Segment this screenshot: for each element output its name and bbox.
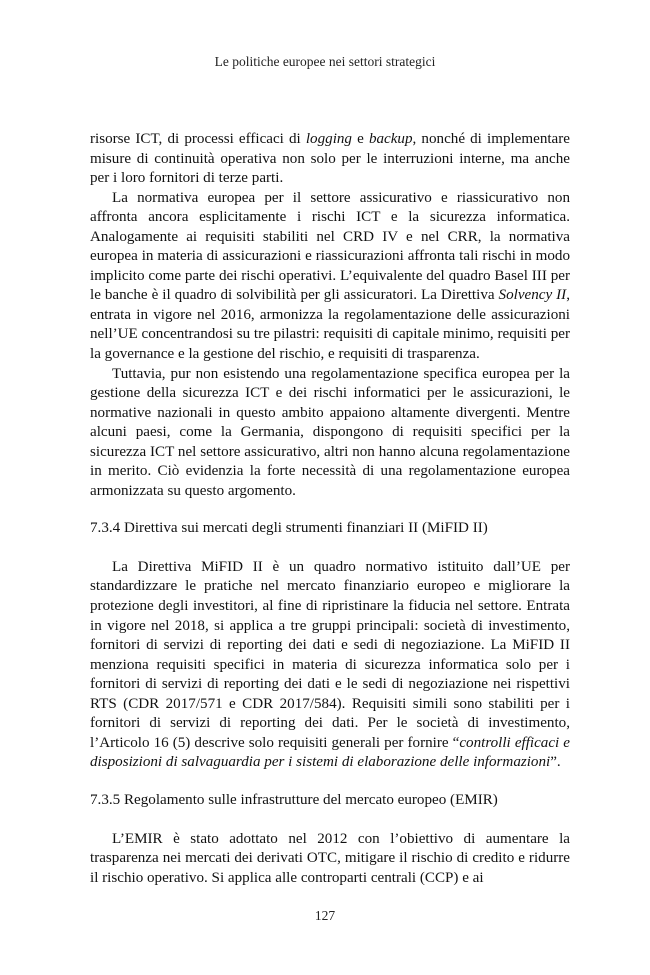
text-run: risorse ICT, di processi efficaci di: [90, 131, 306, 147]
italic-term: logging: [305, 131, 352, 147]
text-run: La normativa europea per il settore assicurativo e riassicurativo non affronta ancora esplicitamente i rischi ICT e la sicurezza informatica. Analogamente ai requisiti stabiliti nel CRD IV e nel CRR, la normativa europea in materia di assicurazioni e riassicurazioni affronta tali rischi in modo implicito come parte dei rischi operativi. L’equivalente del quadro Basel III per le banche è il quadro di solvibilità per gli assicuratori. La Direttiva: [90, 189, 570, 304]
text-run: La Direttiva MiFID II è un quadro normativo istituito dall’UE per standardizzare le pratiche nel mercato finanziario europeo e migliorare la protezione degli investitori, al fine di ripristinare la fiducia nel settore. Entrata in vigore nel 2018, si applica a tre gruppi principali: società di investimento, fornitori di servizi di reporting dei dati e sedi di negoziazione. La MiFID II menziona requisiti specifici in materia di sicurezza informatica solo per i fornitori di servizi di reporting dei dati e le sedi di negoziazione nei rispettivi RTS (CDR 2017/571 e CDR 2017/584). Requisiti simili sono stabiliti per i fornitori di servizi di reporting dei dati. Per le società di investimento, l’Articolo 16 (5) descrive solo requisiti generali per fornire “: [90, 558, 570, 751]
page-number: 127: [314, 908, 336, 923]
paragraph: [90, 189, 570, 365]
paragraph: L’EMIR è stato adottato nel 2012 con l’obiettivo di aumentare la trasparenza nei mercati dei derivati OTC, mitigare il rischio di credito e ridurre il rischio operativo. Si applica alle controparti centrali (CCP) e ai: [90, 830, 570, 886]
running-title: Le politiche europee nei settori strategici: [214, 54, 436, 69]
body-text: [90, 130, 570, 888]
paragraph: [90, 558, 570, 773]
text-run: , entrata in vigore nel 2016, armonizza la regolamentazione delle assicurazioni nell’UE concentrandosi su tre pilastri: requisiti di capitale minimo, requisiti per la governance e la gestione del rischio, e requisiti di trasparenza.: [90, 287, 570, 363]
italic-term: backup: [368, 131, 413, 147]
paragraph: [90, 130, 570, 189]
text-run: , nonché di implementare misure di continuità operativa non solo per le interruzioni interne, ma anche per i loro fornitori di terze parti.: [90, 131, 570, 187]
italic-term: Solvency II: [498, 287, 567, 304]
text-run: ”.: [550, 754, 561, 771]
text-run: e: [351, 131, 369, 147]
paragraph: Tuttavia, pur non esistendo una regolamentazione specifica europea per la gestione della sicurezza ICT e dei rischi informatici per le assicurazioni, le normative nazionali in questo ambito appaiono altamente divergenti. Mentre alcuni paesi, come la Germania, dispongono di requisiti specifici per la sicurezza ICT nel settore assicurativo, altri non hanno alcuna regolamentazione in merito. Ciò evidenzia la forte necessità di una regolamentazione europea armonizzata su questo argomento.: [90, 365, 570, 499]
italic-quote: controlli efficaci e disposizioni di salvaguardia per i sistemi di elaborazione delle informazioni: [90, 734, 570, 771]
section-heading: 7.3.4 Direttiva sui mercati degli strumenti finanziari II (MiFID II): [90, 520, 488, 537]
section-heading: 7.3.5 Regolamento sulle infrastrutture del mercato europeo (EMIR): [90, 791, 498, 808]
